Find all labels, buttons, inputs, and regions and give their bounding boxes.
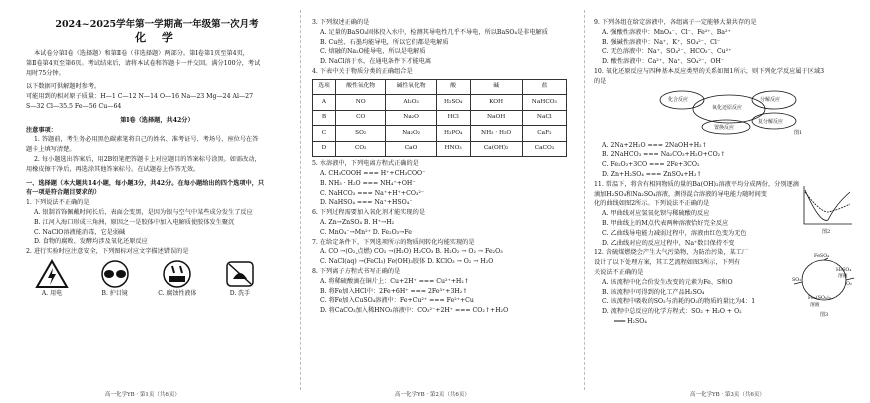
option: D. 食物的腐败、发酵均涉及氧化还原反应 [34,238,148,246]
question-2: 2. 进行实验时应注意安全，下列图标对应文字描述错误的是 [26,248,189,256]
table-cell: Na₂O₂ [386,126,436,142]
figure-2 [800,184,854,236]
table-header: 选项 [313,79,336,95]
fig3-label: SO₂ [792,278,802,284]
page-2-column [312,18,574,388]
table-cell: CaCO₃ [522,141,566,157]
info-line: 以下数据可供解题时参考。 [26,83,101,91]
electric-hazard-icon [26,259,78,299]
table-header: 酸 [436,79,470,95]
fig1-label: 分解反应 [760,96,781,103]
table-row [313,126,567,142]
table-cell: KOH [470,95,522,111]
table-cell: CaF₂ [522,126,566,142]
option: B. 该流程中可得到的化工产品H₂SO₄ [602,288,705,296]
question-12-block [594,248,856,326]
note-line: 用橡皮擦干净后，再选涂其他答案标号。在试题卷上作答无效。 [26,165,200,173]
table-cell: H₃PO₄ [436,126,470,142]
corrosive-icon [151,259,203,299]
option: B. 江河入海口形成三角洲，原因之一是胶体中加入电解质使胶体发生聚沉 [34,218,235,226]
intro-line: 第Ⅱ卷第4页至第6页。考试结束后，请将本试卷和答题卡一并交回。满分100分，考试 [26,59,261,67]
option: C. NaCl(aq) →(FeCl₃) Fe(OH)₃胶体 D. KClO₃ → O₂ → H₂O [320,258,494,266]
part-heading: 第Ⅰ卷（选择题，共42分） [120,116,194,124]
option: D. 乙曲线对应的反应过程中，Na⁺数目保持不变 [602,239,735,247]
question-7: 7. 在给定条件下，下列选项所示的物质间转化均能实现的是 [312,238,475,246]
option: A. 2Na+2H₂O === 2NaOH+H₂↑ [602,141,707,149]
section-heading: 一、选择题（本大题共14小题，每小题3分，共42分。在每小题给出的四个选项中，只 [26,179,265,187]
option: C. 将Fe加入CuSO₄溶液中：Fe+Cu²⁺ === Fe²⁺+Cu [320,297,474,305]
option: A. 甲曲线对应氢氧化钡与稀硫酸的反应 [602,210,710,218]
table-cell: H₂SO₄ [436,95,470,111]
option: C. 乙曲线导电能力减弱过程中，溶液由红色变为无色 [602,229,747,237]
page-3-column [594,18,856,388]
section-heading: 有一项是符合题目要求的） [26,189,101,197]
fig3-label: 溶液 [810,303,820,309]
table-cell: A [313,95,336,111]
table-cell: D [313,141,336,157]
option: C. MnO₄⁻→Mn²⁺ D. Fe₂O₃→Fe [320,228,412,236]
table-cell: NO [336,95,386,111]
fig1-label: 氧化还原反应 [712,104,743,111]
icon-label: C. 腐蚀性液体 [158,289,197,297]
option: D. 流程中总反应的化学方程式：SO₂ + H₂O + O₂ [602,308,742,316]
figure-1 [654,87,856,141]
table-cell: C [313,126,336,142]
option: A. 将稀硫酸滴在铜片上：Cu+2H⁺ === Cu²⁺+H₂↑ [320,277,469,285]
notes-heading: 注意事项： [26,126,57,134]
table-cell: CO₂ [336,141,386,157]
table-cell: Ca(OH)₂ [470,141,522,157]
fig1-label: 化合反应 [668,96,689,103]
page-1-column [26,18,288,388]
option: A. 足量的BaSO₄固体投入水中，检测其导电性几乎不导电，所以BaSO₄是非电解质 [320,28,548,36]
note-line: 题卡上填写清楚。 [26,146,76,154]
fig3-label: O₂ [846,282,852,288]
figure-caption: 图1 [794,129,803,136]
table-cell: CO [336,110,386,126]
option: A. CH₃COOH === H⁺+CH₃COO⁻ [320,170,426,178]
option: D. NaCl溶于水，在通电条件下才能电离 [320,58,432,66]
option: A. 该流程中化合价发生改变的元素为Fe、S和O [602,278,733,286]
option: B. 甲曲线上的M点代表两种溶液恰好完全反应 [602,219,729,227]
goggles-icon [89,259,141,299]
option: C. NaClO溶液能消毒，它是弱碱 [34,228,126,236]
figure-3 [792,250,856,320]
icon-label: D. 洗手 [229,289,251,297]
table-header-row [313,79,567,95]
question-12: 12. 含硫煤燃烧会产生大气污染物，为防治污染，某工厂 [594,249,749,257]
figure-caption: 图2 [822,228,831,235]
fig3-label: 溶液 [838,274,848,280]
option: C. Fe₂O₃+3CO === 2Fe+3CO₂ [602,161,700,169]
question-11: 滴加H₂SO₄和Na₂SO₄溶液，测得混合溶液的导电能力随时间变 [594,190,767,198]
option: B. Cu丝、石墨均能导电，所以它们都是电解质 [320,38,449,46]
table-row [313,141,567,157]
question-8: 8. 下列离子方程式书写正确的是 [312,268,401,276]
option: A. 强酸性溶液中：MnO₄⁻、Cl⁻、Fe²⁺、Ba²⁺ [602,28,731,36]
option: C. NaHCO₃ === Na⁺+H⁺+CO₃²⁻ [320,189,425,197]
question-4: 4. 下表中关于物质分类的正确组合是 [312,67,413,75]
question-5: 5. 水溶液中，下列电离方程式正确的是 [312,160,419,168]
safety-icons [26,259,266,299]
wash-hands-icon [214,259,266,299]
question-10: 的是 [594,77,607,85]
exam-title: 2024~2025学年第一学期高一年级第一次月考 [55,19,259,30]
option: B. 强碱性溶液中：Na⁺、K⁺、SO₄²⁻、Cl⁻ [602,38,721,46]
table-header: 酸性氧化物 [336,79,386,95]
option: B. NH₃ · H₂O === NH₄⁺+OH⁻ [320,179,416,187]
table-row [313,95,567,111]
table-cell: CaO [386,141,436,157]
question-12: 设计了以下处理方案，其工艺流程如图3所示，下列有 [594,259,741,267]
fig3-label: H₂SO₄ [836,268,852,274]
question-11: 11. 常温下，将含有相同物质的量的Ba(OH)₂溶液平均分成两份，分别逐滴 [594,180,799,188]
table-header: 盐 [522,79,566,95]
option: ═══ H₂SO₄ [614,317,647,325]
option: A. Zn→ZnSO₄ B. H⁺→H₂ [320,219,395,227]
table-cell: B [313,110,336,126]
note-line: 2. 每小题选出答案后，用2B铅笔把答题卡上对应题目的答案标号涂黑。如需改动， [34,155,261,163]
column-divider [300,10,301,390]
page-footer: 高一化学YB · 第1页（共6页） [105,392,180,398]
fig1-label: 复分解反应 [758,118,784,125]
info-line: 可能用到的相对原子质量：H—1 C—12 N—14 O—16 Na—23 Mg—24 Al—27 [26,93,254,101]
fig3-label: Fe₂(SO₄)₃ [808,296,831,302]
table-cell: SO₂ [336,126,386,142]
question-9: 9. 下列各组在给定溶液中，各组离子一定能够大量共存的是 [594,19,757,26]
option: A. CO →(O₂,点燃) CO₂ →(H₂O) H₂CO₃ B. H₂O₂ → O₂ → Fe₂O₃ [320,248,503,256]
question-11-block [594,180,856,249]
question-6: 6. 下列过程需要加入氧化剂才能实现的是 [312,209,426,217]
classification-table [312,79,567,158]
table-cell: NaHCO₃ [522,95,566,111]
option: A. 银制首饰佩戴时间长后，表面会变黑，是因为银与空气中某些成分发生了反应 [34,208,253,216]
question-11: 化的曲线如图2所示。下列说法不正确的是 [594,200,710,208]
table-header: 碱 [470,79,522,95]
info-line: S—32 Cl—35.5 Fe—56 Cu—64 [26,102,122,110]
table-header: 碱性氧化物 [386,79,436,95]
table-cell: NaCl [522,110,566,126]
table-row [313,110,567,126]
question-3: 3. 下列叙述正确的是 [312,19,370,26]
question-12: 关说法不正确的是 [594,268,644,276]
table-cell: NH₃ · H₂O [470,126,522,142]
table-cell: Al₂O₃ [386,95,436,111]
table-cell: Na₂O [386,110,436,126]
option: D. 酸性溶液中：Ca²⁺、Na⁺、SO₄²⁻、OH⁻ [602,58,725,66]
fig3-label: FeSO₄ [814,254,830,260]
column-divider [584,10,585,390]
table-cell: NaOH [470,110,522,126]
fig1-label: 置换反应 [714,124,735,131]
question-1: 1. 下列说法不正确的是 [26,199,90,207]
icon-label: B. 护目镜 [101,289,128,297]
option: C. 无色溶液中：Na⁺、SO₄²⁻、HCO₃⁻、Cu²⁺ [602,48,732,56]
note-line: 1. 答题前，考生务必用黑色碳素笔将自己的姓名、准考证号、考场号、座位号在答 [34,136,259,144]
option: C. 该流程中吸收的SO₂与消耗的O₂的物质的量比为4：1 [602,298,756,306]
option: D. Zn+H₂SO₄ === ZnSO₄+H₂↑ [602,170,702,178]
table-cell: HNO₃ [436,141,470,157]
option: D. NaHSO₄ === Na⁺+HSO₄⁻ [320,199,413,207]
exam-subject: 化 学 [135,31,179,44]
option: D. 将CaCO₃加入稀HNO₃溶液中：CO₃²⁻+2H⁺ === CO₂↑+H₂O [320,307,509,315]
conductivity-curve [800,184,854,228]
option: B. 2NaHCO₃ === Na₂CO₃+H₂O+CO₂↑ [602,151,726,159]
table-cell: HCl [436,110,470,126]
icon-label: A. 用电 [41,289,63,297]
figure-caption: 图3 [820,312,829,319]
intro-line: 用时75分钟。 [26,69,65,77]
option: B. 将Fe加入HCl中：2Fe+6H⁺ === 2Fe³⁺+3H₂↑ [320,287,468,295]
option: C. 熔融的Na₂O能导电，所以是电解质 [320,48,426,56]
question-10: 10. 氧化还原反应与四种基本反应类型的关系如图1所示，则下列化学反应属于区域3 [594,67,825,75]
intro-line: 本试卷分第Ⅰ卷（选择题）和第Ⅱ卷（非选择题）两部分。第Ⅰ卷第1页至第4页， [34,50,249,57]
page-footer: 高一化学YB · 第3页（共6页） [690,392,765,398]
page-footer: 高一化学YB · 第2页（共6页） [395,392,470,398]
